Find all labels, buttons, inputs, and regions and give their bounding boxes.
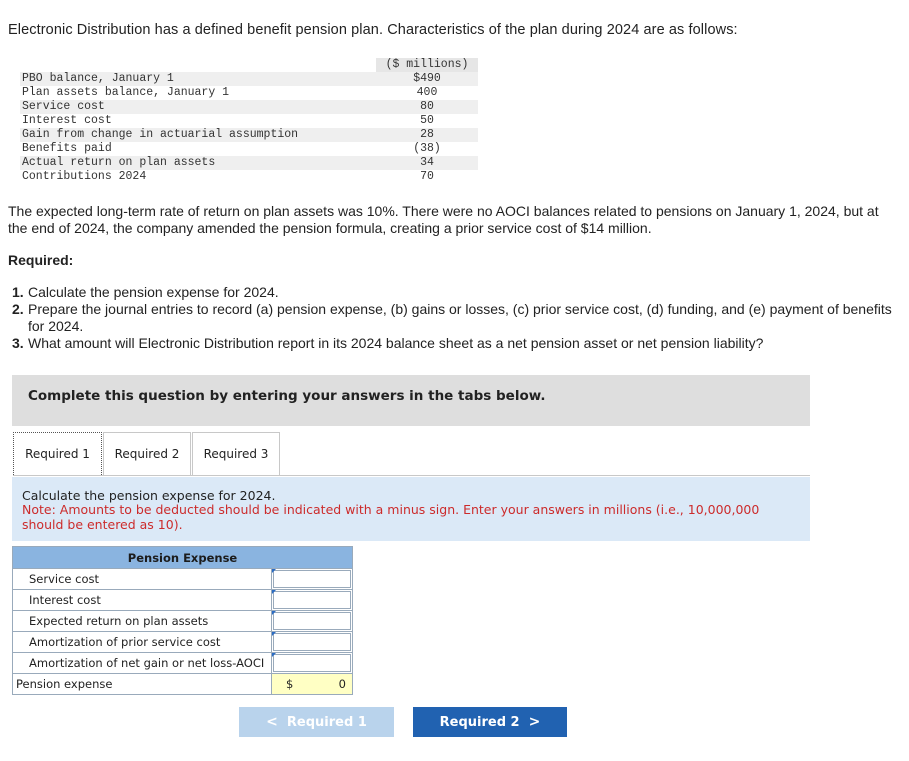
chevron-left-icon: < bbox=[266, 714, 278, 730]
prior-service-cell bbox=[272, 632, 353, 653]
row-label: Service cost bbox=[20, 100, 376, 114]
table-row bbox=[20, 100, 478, 114]
interest-cost-cell bbox=[272, 590, 353, 611]
tab-required-3[interactable]: Required 3 bbox=[192, 432, 280, 475]
table-row bbox=[20, 156, 478, 170]
table-row bbox=[20, 114, 478, 128]
pension-expense-value: 0 bbox=[338, 677, 346, 691]
net-gain-loss-amortization-input[interactable] bbox=[273, 654, 351, 672]
input-marker-icon bbox=[272, 653, 276, 657]
input-marker-icon bbox=[272, 569, 276, 573]
units-header: ($ millions) bbox=[376, 58, 478, 72]
assumptions-paragraph: The expected long-term rate of return on plan assets was 10%. There were no AOCI balances related to pensions on January 1, 2024, but at the end of 2024, the company amended the pension formula, creating a prior service cost of $14 million. bbox=[8, 203, 879, 236]
input-marker-icon bbox=[272, 590, 276, 594]
row-label-pension-expense: Pension expense bbox=[13, 674, 272, 695]
input-marker-icon bbox=[272, 611, 276, 615]
table-row bbox=[20, 170, 478, 184]
previous-button[interactable] bbox=[239, 707, 394, 737]
requirement-number: 3. bbox=[12, 335, 24, 351]
previous-button-label: Required 1 bbox=[286, 715, 367, 730]
row-label-interest-cost: Interest cost bbox=[13, 590, 272, 611]
interest-cost-input[interactable] bbox=[273, 591, 351, 609]
row-label: Benefits paid bbox=[22, 142, 112, 155]
requirement-text: Calculate the pension expense for 2024. bbox=[28, 284, 279, 300]
pension-expense-table bbox=[12, 546, 354, 695]
input-marker-icon bbox=[272, 632, 276, 636]
table-row bbox=[20, 86, 478, 100]
next-button[interactable] bbox=[413, 707, 567, 737]
requirement-item bbox=[12, 335, 892, 352]
service-cost-cell bbox=[272, 569, 353, 590]
requirement-number: 1. bbox=[12, 284, 24, 300]
row-label-expected-return: Expected return on plan assets bbox=[13, 611, 272, 632]
row-label: PBO balance, January 1 bbox=[20, 72, 376, 86]
row-value: 28 bbox=[376, 128, 478, 142]
row-label-prior-service-amortization: Amortization of prior service cost bbox=[13, 632, 272, 653]
pension-expense-header: Pension Expense bbox=[13, 547, 353, 569]
row-label: Interest cost bbox=[22, 114, 112, 127]
row-value: $490 bbox=[376, 72, 478, 86]
table-row bbox=[13, 674, 354, 695]
row-label-service-cost: Service cost bbox=[13, 569, 272, 590]
row-value: 400 bbox=[416, 86, 438, 99]
row-label-net-gain-loss-amortization: Amortization of net gain or net loss-AOCI bbox=[13, 653, 272, 674]
prior-service-amortization-input[interactable] bbox=[273, 633, 351, 651]
table-row bbox=[13, 590, 354, 611]
table-row bbox=[13, 569, 354, 590]
expected-return-cell bbox=[272, 611, 353, 632]
row-value: 34 bbox=[376, 156, 478, 170]
row-value: (38) bbox=[413, 142, 441, 155]
row-value: 80 bbox=[376, 100, 478, 114]
banner-text: Complete this question by entering your answers in the tabs below. bbox=[28, 388, 546, 404]
requirement-item bbox=[12, 284, 892, 301]
row-value: 70 bbox=[420, 170, 434, 183]
table-row bbox=[20, 128, 478, 142]
row-label: Gain from change in actuarial assumption bbox=[20, 128, 376, 142]
plan-data-table bbox=[20, 58, 478, 184]
expected-return-input[interactable] bbox=[273, 612, 351, 630]
requirement-text: What amount will Electronic Distribution report in its 2024 balance sheet as a net pension asset or net pension liability? bbox=[28, 335, 764, 351]
table-row bbox=[13, 611, 354, 632]
row-label: Plan assets balance, January 1 bbox=[22, 86, 230, 99]
tab-required-1[interactable]: Required 1 bbox=[13, 432, 102, 475]
pension-expense-total bbox=[272, 674, 353, 695]
plan-data-header-row bbox=[20, 58, 478, 72]
table-row bbox=[20, 142, 478, 156]
table-row bbox=[20, 72, 478, 86]
tab-required-2[interactable]: Required 2 bbox=[103, 432, 191, 475]
intro-text: Electronic Distribution has a defined benefit pension plan. Characteristics of the plan during 2024 are as follows: bbox=[8, 22, 738, 38]
row-label: Contributions 2024 bbox=[22, 170, 147, 183]
complete-question-banner bbox=[12, 375, 810, 426]
service-cost-input[interactable] bbox=[273, 570, 351, 588]
currency-symbol: $ bbox=[286, 677, 294, 691]
row-label: Actual return on plan assets bbox=[20, 156, 376, 170]
required-heading: Required: bbox=[8, 252, 74, 268]
requirement-text: Prepare the journal entries to record (a) pension expense, (b) gains or losses, (c) prior service cost, (d) funding, and (e) payment of benefits for 2024. bbox=[28, 301, 892, 334]
instruction-note: Note: Amounts to be deducted should be indicated with a minus sign. Enter your answers in millions (i.e., 10,000,000 should be entered as 10). bbox=[22, 502, 760, 532]
instruction-text: Calculate the pension expense for 2024. bbox=[22, 488, 276, 503]
requirement-item bbox=[12, 301, 892, 335]
row-value: 50 bbox=[420, 114, 434, 127]
table-row bbox=[13, 653, 354, 674]
tab-divider bbox=[13, 475, 810, 476]
requirement-number: 2. bbox=[12, 301, 24, 317]
table-row bbox=[13, 632, 354, 653]
requirements-list bbox=[12, 284, 892, 352]
net-gain-loss-cell bbox=[272, 653, 353, 674]
next-button-label: Required 2 bbox=[439, 715, 520, 730]
chevron-right-icon: > bbox=[528, 714, 541, 730]
instructions-panel bbox=[12, 477, 810, 541]
